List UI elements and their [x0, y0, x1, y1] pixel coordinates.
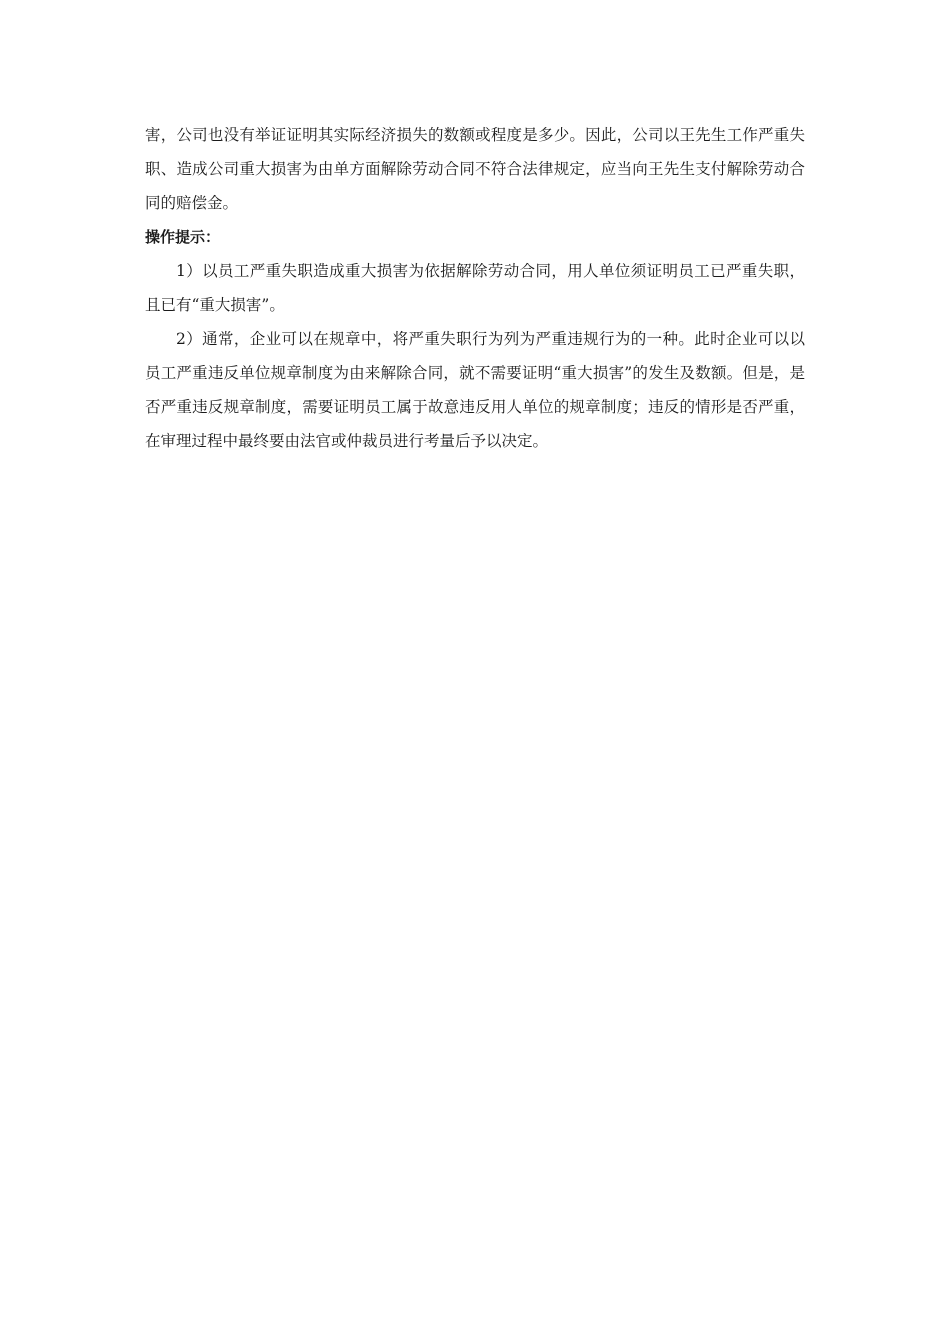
- tip-paragraph-2: 2）通常，企业可以在规章中，将严重失职行为列为严重违规行为的一种。此时企业可以以员工严重违反单位规章制度为由来解除合同，就不需要证明“重大损害”的发生及数额。但是，是否严重违反规章制度，需要证明员工属于故意违反用人单位的规章制度；违反的情形是否严重，在审理过程中最终要由法官或仲裁员进行考量后予以决定。: [145, 330, 805, 450]
- continued-paragraph: 害，公司也没有举证证明其实际经济损失的数额或程度是多少。因此，公司以王先生工作严重失职、造成公司重大损害为由单方面解除劳动合同不符合法律规定，应当向王先生支付解除劳动合同的赔偿金。: [145, 126, 805, 212]
- tip-paragraph-1: 1）以员工严重失职造成重大损害为依据解除劳动合同，用人单位须证明员工已严重失职，且已有“重大损害”。: [145, 262, 805, 314]
- document-page: [145, 118, 805, 458]
- tips-heading: 操作提示：: [145, 228, 221, 246]
